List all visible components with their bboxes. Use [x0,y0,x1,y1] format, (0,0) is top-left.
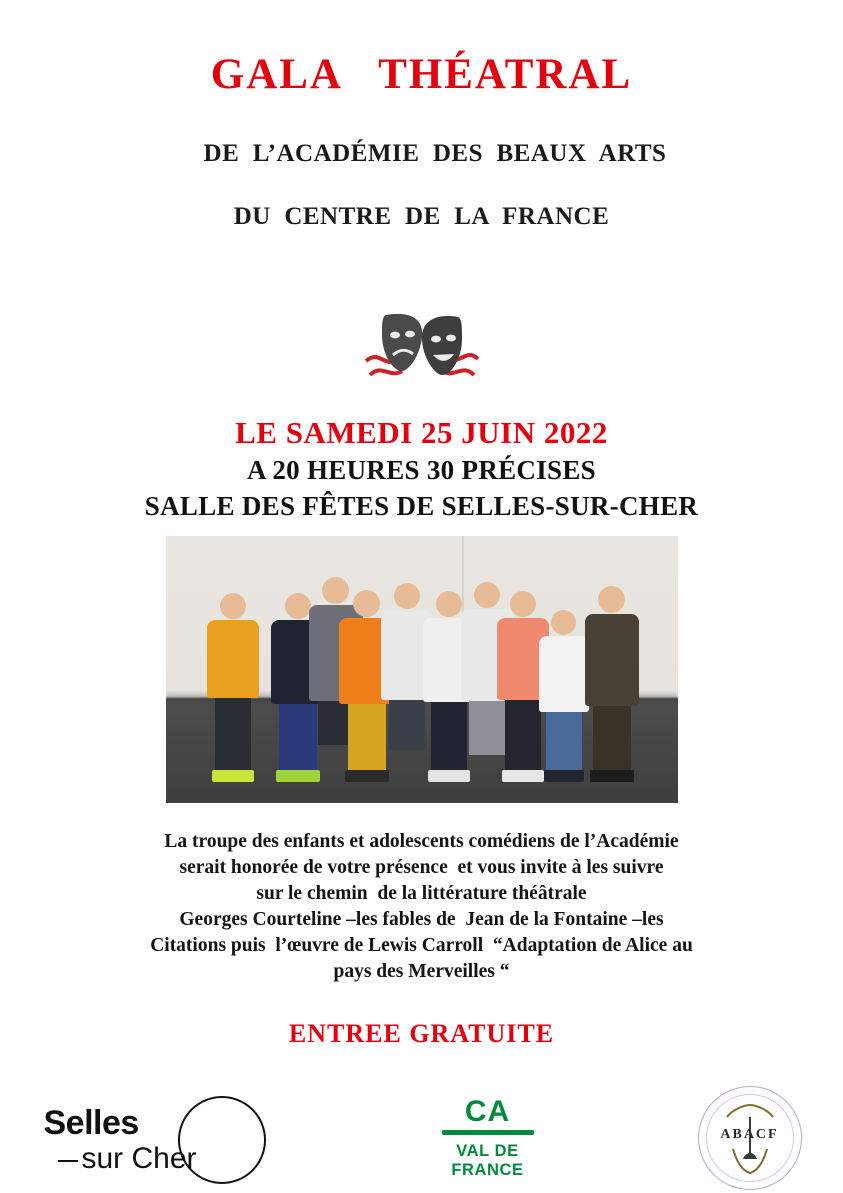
event-time: A 20 HEURES 30 PRÉCISES [246,455,596,486]
abacf-logo [698,1083,802,1193]
event-place: SALLE DES FÊTES DE SELLES-SUR-CHER [144,491,699,522]
credit-agricole-logo [413,1083,563,1193]
page-subtitle-line-1: DE L’ACADÉMIE DES BEAUX ARTS [203,140,667,168]
photo-child [206,593,260,782]
selles-word-1: Selles [43,1104,139,1142]
free-entry-text: ENTREE GRATUITE [288,1019,555,1048]
ca-underline-shape [442,1130,534,1135]
selles-dash-shape [58,1160,78,1162]
photo-child [538,610,590,782]
ca-caption-line-1: VAL DE [456,1141,519,1160]
ca-monogram: CA [464,1094,511,1128]
troupe-photo [166,536,678,804]
selles-sur-cher-logo [42,1083,278,1193]
page-title: GALA THÉATRAL [210,51,633,98]
sponsor-logos [42,1083,802,1193]
description-line: Citations puis l’œuvre de Lewis Carroll “Adaptation de Alice au [150,935,693,957]
description-line: Georges Courteline –les fables de Jean de la Fontaine –les [179,909,664,931]
seal-label: ABACF [720,1127,779,1142]
description-line: pays des Merveilles “ [333,961,510,983]
selles-word-2: sur Cher [81,1142,197,1175]
ca-caption-line-2: FRANCE [451,1160,524,1179]
page-subtitle-line-2: DU CENTRE DE LA FRANCE [233,202,610,230]
page-subtitle [177,107,667,295]
event-details [145,415,698,524]
event-date: LE SAMEDI 25 JUIN 2022 [235,414,608,450]
description-line: sur le chemin de la littérature théâtrale [256,883,587,905]
description-text [72,829,772,985]
theatre-masks-icon [362,309,482,387]
description-line: La troupe des enfants et adolescents comédiens de l’Académie [164,831,679,853]
photo-child [584,586,640,782]
description-line: serait honorée de votre présence et vous invite à les suivre [179,857,664,879]
